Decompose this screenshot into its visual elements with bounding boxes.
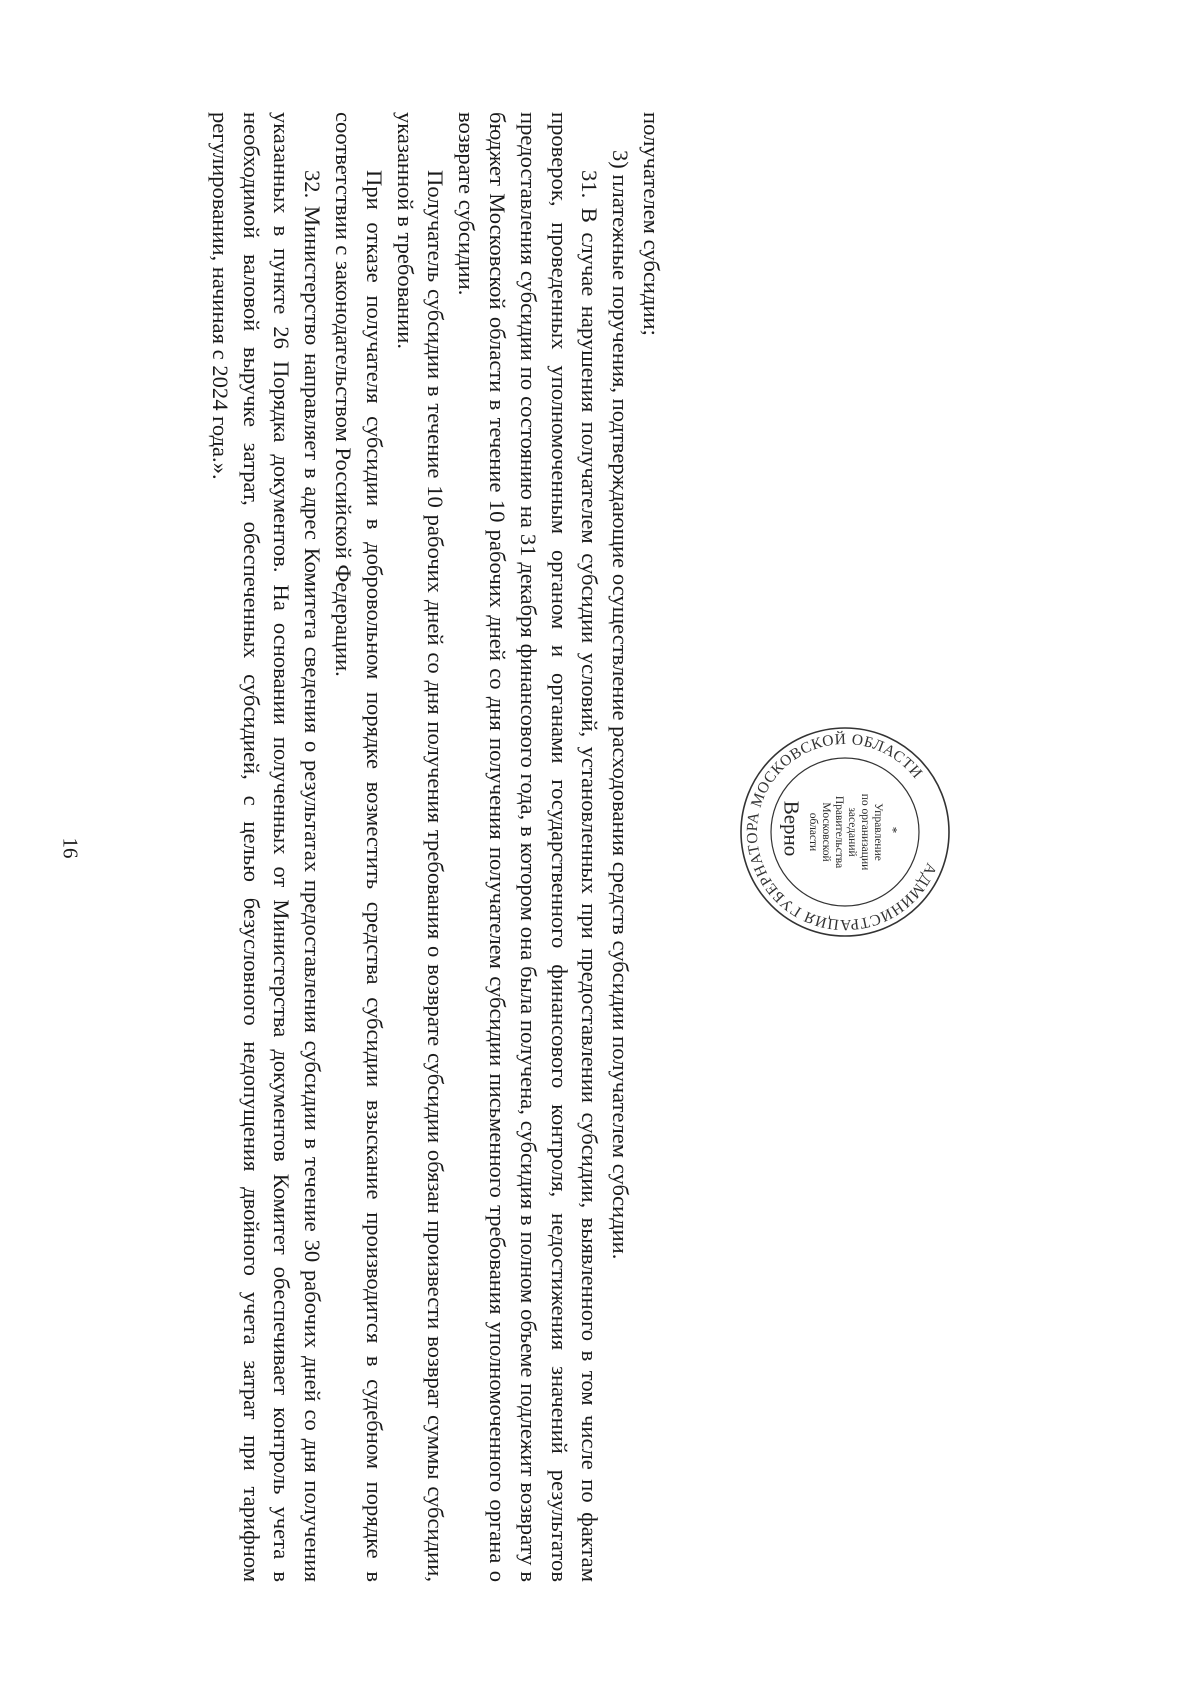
stamp-line: Московской [820, 802, 832, 862]
stamp-star: * [885, 826, 901, 834]
stamp-line: Правительства [833, 795, 845, 869]
official-stamp [737, 724, 953, 940]
paragraph: 31. В случае нарушения получателем субсидии условий, установленных при предоставлении субсидии, выявленного в том числе по фактам проверок, проведенных уполномоченным органом и органами государственного финансового контроля, недостижения значений результатов предоставления субсидии по состоянию на 31 декабря финансового года, в котором она была получена, субсидия в полном объеме подлежит возврату в бюджет Московской области в течение 10 рабочих дней со дня получения получателем субсидии письменного требования уполномоченного органа о возврате субсидии. [454, 112, 603, 1582]
stamp-ring-text: АДМИНИСТРАЦИЯ ГУБЕРНАТОРА МОСКОВСКОЙ ОБЛАСТИ [743, 730, 940, 934]
paragraph: Получатель субсидии в течение 10 рабочих дней со дня получения требования о возврате субсидии обязан произвести возврат суммы субсидии, указанной в требовании. [392, 112, 449, 1582]
paragraph: При отказе получателя субсидии в добровольном порядке возместить средства субсидии взыскание производится в судебном порядке в соответствии с законодательством Российской Федерации. [331, 112, 387, 1582]
stamp-line: области [807, 812, 819, 852]
stamp-line: Управление [872, 803, 884, 861]
stamp-center-text [806, 782, 884, 882]
paragraph: получателем субсидии; [639, 112, 664, 336]
stamp-verno: Верно [779, 800, 804, 857]
page-number: 16 [58, 837, 83, 859]
paragraph: 3) платежные поручения, подтверждающие осуществление расходования средств субсидии получателем субсидии. [608, 150, 634, 1260]
document-body [158, 112, 666, 1582]
stamp-line: по организации [859, 793, 871, 871]
stamp-line: заседаний [846, 807, 858, 857]
paragraph: 32. Министерство направляет в адрес Комитета сведения о результатах предоставления субсидии в течение 30 рабочих дней со дня получения указанных в пункте 26 Порядка документов. На основании полученных от Министерства документов Комитет обеспечивает контроль учета в необходимой валовой выручке затрат, обеспеченных субсидией, с целью безусловного недопущения двойного учета затрат при тарифном регулировании, начиная с 2024 года.». [207, 112, 326, 1582]
